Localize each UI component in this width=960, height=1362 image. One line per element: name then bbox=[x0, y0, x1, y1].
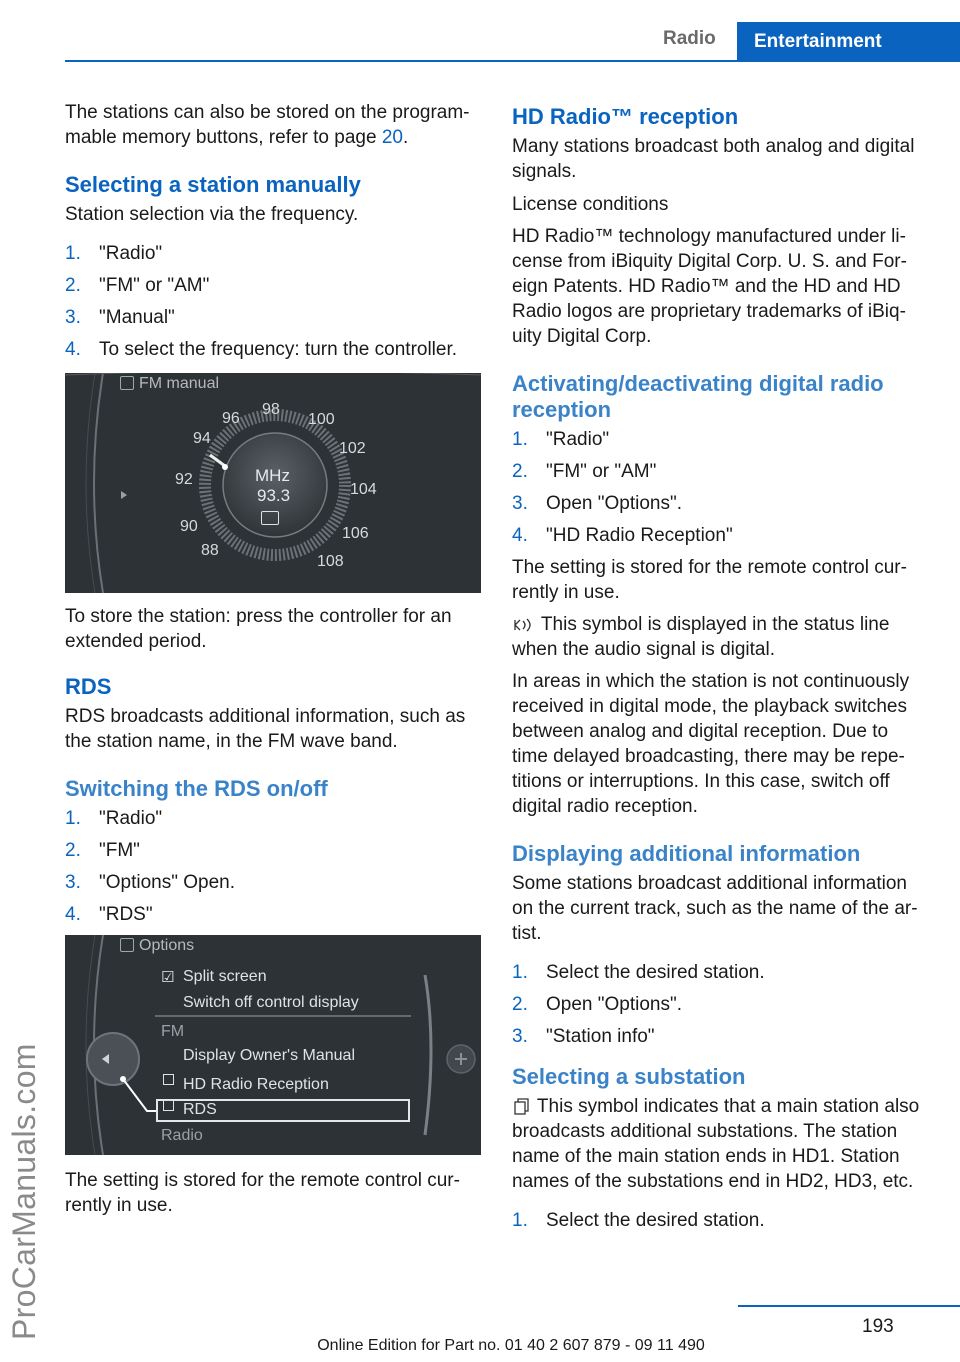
tick-label: 106 bbox=[342, 525, 369, 542]
list-item: 1. "Radio" bbox=[65, 808, 163, 829]
display-text: Some stations broadcast additional information on the current track, such as the name of the ar-tist. bbox=[512, 873, 918, 944]
page-number: 193 bbox=[862, 1316, 894, 1337]
symbol-paragraph: This symbol is displayed in the status line when the audio signal is digital. bbox=[512, 614, 890, 660]
menu-group-fm: FM bbox=[161, 1023, 185, 1040]
rds-setting-text: The setting is stored for the remote control cur-rently in use. bbox=[65, 1170, 460, 1216]
list-item: 4. "RDS" bbox=[65, 904, 153, 925]
left-column bbox=[65, 100, 481, 1218]
hd-digital-icon bbox=[512, 617, 536, 633]
list-item: 3. "Options" Open. bbox=[65, 872, 236, 893]
right-column bbox=[512, 100, 928, 1240]
frequency-readout: 93.3 bbox=[257, 486, 291, 505]
options-menu-figure bbox=[65, 935, 481, 1155]
tick-label: 94 bbox=[193, 430, 211, 447]
footer-rule bbox=[738, 1305, 960, 1307]
tick-label: 100 bbox=[308, 411, 335, 428]
list-item: 2. Open "Options". bbox=[512, 994, 683, 1015]
rds-text: RDS broadcasts additional information, such as the station name, in the FM wave band. bbox=[65, 706, 466, 752]
tick-label: 104 bbox=[350, 481, 377, 498]
tick-label: 92 bbox=[175, 471, 193, 488]
tick-label: 98 bbox=[262, 401, 280, 418]
substation-icon bbox=[512, 1098, 532, 1116]
switch-steps bbox=[65, 806, 481, 927]
fm-manual-figure bbox=[65, 373, 481, 593]
list-item: 3. "Manual" bbox=[65, 307, 175, 328]
list-item: 4. To select the frequency: turn the controller. bbox=[65, 339, 458, 360]
activate-steps bbox=[512, 427, 928, 548]
hd-text: Many stations broadcast both analog and digital signals. bbox=[512, 136, 915, 182]
header-chapter: Entertainment bbox=[737, 22, 960, 62]
menu-item-rds[interactable]: RDS bbox=[183, 1101, 217, 1118]
list-item: 3. "Station info" bbox=[512, 1026, 655, 1047]
list-item: 4. "HD Radio Reception" bbox=[512, 525, 733, 546]
menu-group-radio: Radio bbox=[161, 1127, 203, 1144]
intro-paragraph: The stations can also be stored on the program-mable memory buttons, refer to page 20. bbox=[65, 102, 470, 148]
list-item: 3. Open "Options". bbox=[512, 493, 683, 514]
tick-label: 90 bbox=[180, 518, 198, 535]
list-item: 1. Select the desired station. bbox=[512, 1210, 765, 1231]
list-item: 2. "FM" or "AM" bbox=[65, 275, 210, 296]
manual-text: Station selection via the frequency. bbox=[65, 204, 359, 225]
fig1-title: FM manual bbox=[139, 375, 220, 392]
unit-label: MHz bbox=[255, 466, 290, 485]
license-text: HD Radio™ technology manufactured under li-cense from iBiquity Digital Corp. U. S. and For-eign Patents. HD Radio™ and the HD and HD Radio logos are proprietary trademarks of iBiq-uity Digital Corp. bbox=[512, 226, 907, 347]
menu-item-owners-manual[interactable]: Display Owner's Manual bbox=[183, 1047, 356, 1064]
tick-label: 102 bbox=[339, 440, 366, 457]
manual-steps bbox=[65, 241, 481, 362]
checkmark-icon: ☑ bbox=[161, 969, 175, 986]
tick-label: 96 bbox=[222, 410, 240, 427]
areas-text: In areas in which the station is not continuously received in digital mode, the playback switches between analog and digital reception. Due to time delayed broadcasting, there may be repe-titions or interruptions. In this case, switch off digital radio reception. bbox=[512, 671, 910, 817]
list-item: 2. "FM" or "AM" bbox=[512, 461, 657, 482]
heading-manual: Selecting a station manually bbox=[65, 172, 361, 197]
antenna-icon bbox=[120, 938, 134, 952]
options-graphic bbox=[65, 935, 481, 1155]
list-item: 2. "FM" bbox=[65, 840, 140, 861]
list-item: 1. "Radio" bbox=[65, 243, 163, 264]
display-steps bbox=[512, 960, 928, 1049]
list-item: 1. Select the desired station. bbox=[512, 962, 765, 983]
header-rule bbox=[65, 60, 960, 62]
checkbox-icon bbox=[163, 1100, 174, 1111]
checkbox-icon bbox=[163, 1074, 174, 1085]
license-title: License conditions bbox=[512, 194, 669, 215]
menu-item-split-screen[interactable]: Split screen bbox=[183, 968, 267, 985]
menu-item-switch-off-display[interactable]: Switch off control display bbox=[183, 994, 359, 1011]
heading-hd-radio: HD Radio™ reception bbox=[512, 104, 739, 129]
station-store-icon bbox=[261, 511, 279, 525]
antenna-icon bbox=[120, 376, 134, 390]
heading-activate: Activating/deactivating digital radio reception bbox=[512, 371, 884, 422]
hd-setting-text: The setting is stored for the remote control cur-rently in use. bbox=[512, 557, 907, 603]
page-link[interactable]: 20 bbox=[381, 127, 403, 148]
footer-edition: Online Edition for Part no. 01 40 2 607 879 - 09 11 490 bbox=[317, 1337, 705, 1354]
header-section: Radio bbox=[663, 28, 716, 49]
heading-switch-rds: Switching the RDS on/off bbox=[65, 776, 328, 801]
fig2-title: Options bbox=[139, 937, 195, 954]
heading-rds: RDS bbox=[65, 674, 112, 699]
watermark: ProCarManuals.com bbox=[6, 1043, 42, 1340]
list-item: 1. "Radio" bbox=[512, 429, 610, 450]
store-text: To store the station: press the controller for an extended period. bbox=[65, 606, 452, 652]
substation-steps bbox=[512, 1208, 928, 1233]
tick-label: 88 bbox=[201, 542, 219, 559]
heading-display-info: Displaying additional information bbox=[512, 841, 861, 866]
tick-label: 108 bbox=[317, 553, 344, 570]
heading-substation: Selecting a substation bbox=[512, 1064, 746, 1089]
substation-paragraph: This symbol indicates that a main station also broadcasts additional substations. The station name of the main station ends in HD1. Station names of the substations end in HD2, HD3, etc. bbox=[512, 1096, 920, 1192]
menu-item-hd-radio[interactable]: HD Radio Reception bbox=[183, 1076, 329, 1093]
